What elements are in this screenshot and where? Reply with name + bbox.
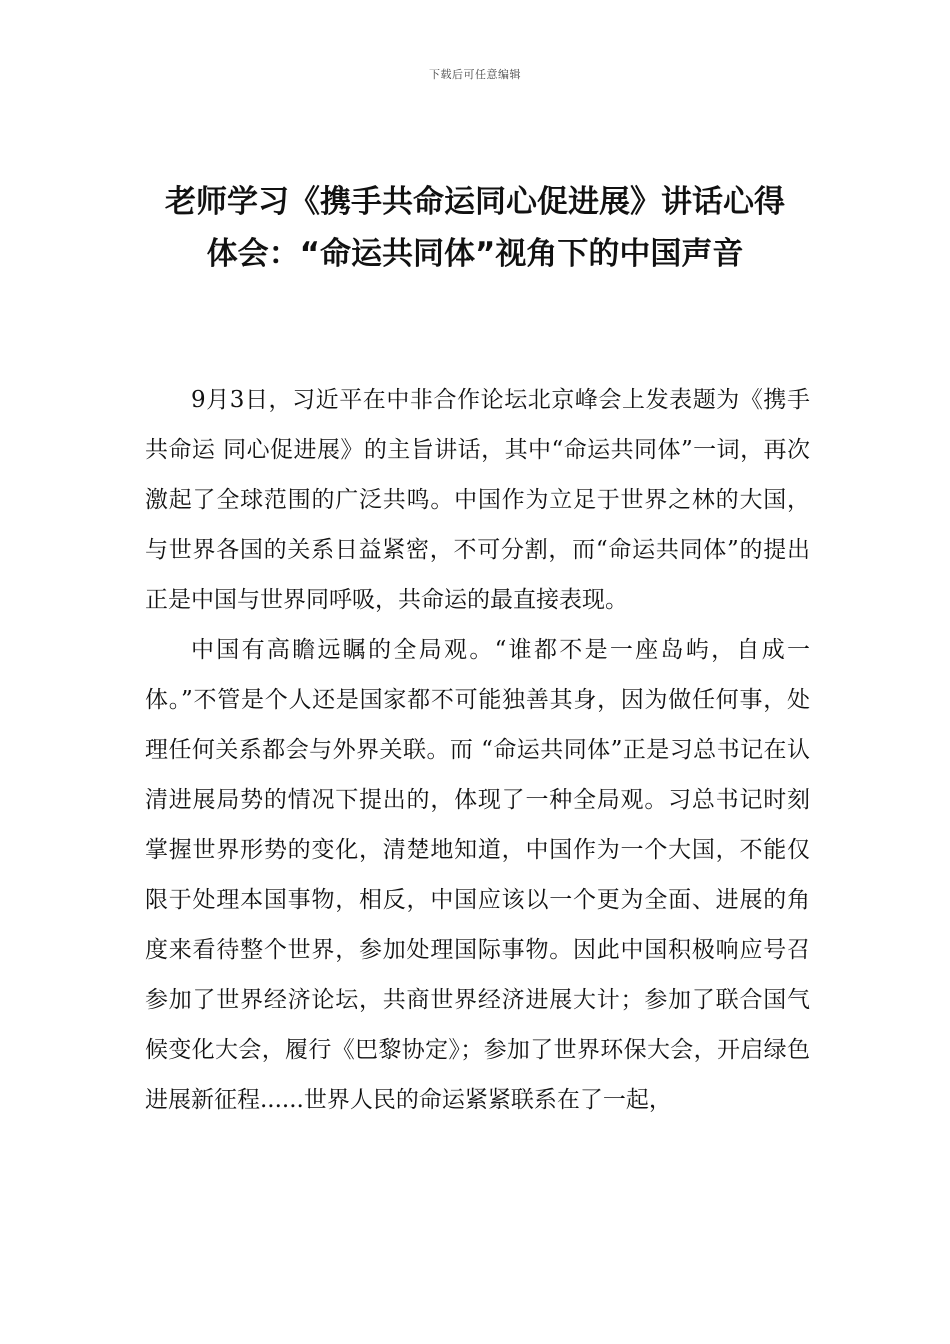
paragraph-2: 中国有高瞻远瞩的全局观。“谁都不是一座岛屿，自成一体。”不管是个人还是国家都不可能独善其身，因为做任何事，处理任何关系都会与外界关联。而 “命运共同体”正是习总书记在认清进展局势的情况下提出的，体现了一种全局观。习总书记时刻掌握世界形势的变化，清楚地知道，中国作为一个大国，不能仅限于处理本国事物，相反，中国应该以一个更为全面、进展的角度来看待整个世界，参加处理国际事物。因此中国积极响应号召参加了世界经济论坛，共商世界经济进展大计；参加了联合国气候变化大会，履行《巴黎协定》；参加了世界环保大会，开启绿色进展新征程......世界人民的命运紧紧联系在了一起，	[145, 637, 810, 1113]
document-title: 老师学习《携手共命运同心促进展》讲话心得体会：“命运共同体”视角下的中国声音	[165, 184, 785, 272]
paragraph-1: 9月3日，习近平在中非合作论坛北京峰会上发表题为《携手共命运 同心促进展》的主旨讲话，其中“命运共同体”一词，再次激起了全球范围的广泛共鸣。中国作为立足于世界之林的大国，与世界各国的关系日益紧密，不可分割，而“命运共同体”的提出正是中国与世界同呼吸，共命运的最直接表现。	[145, 387, 810, 613]
page-header: 下载后可任意编辑	[429, 68, 521, 81]
document-body	[145, 375, 810, 1125]
